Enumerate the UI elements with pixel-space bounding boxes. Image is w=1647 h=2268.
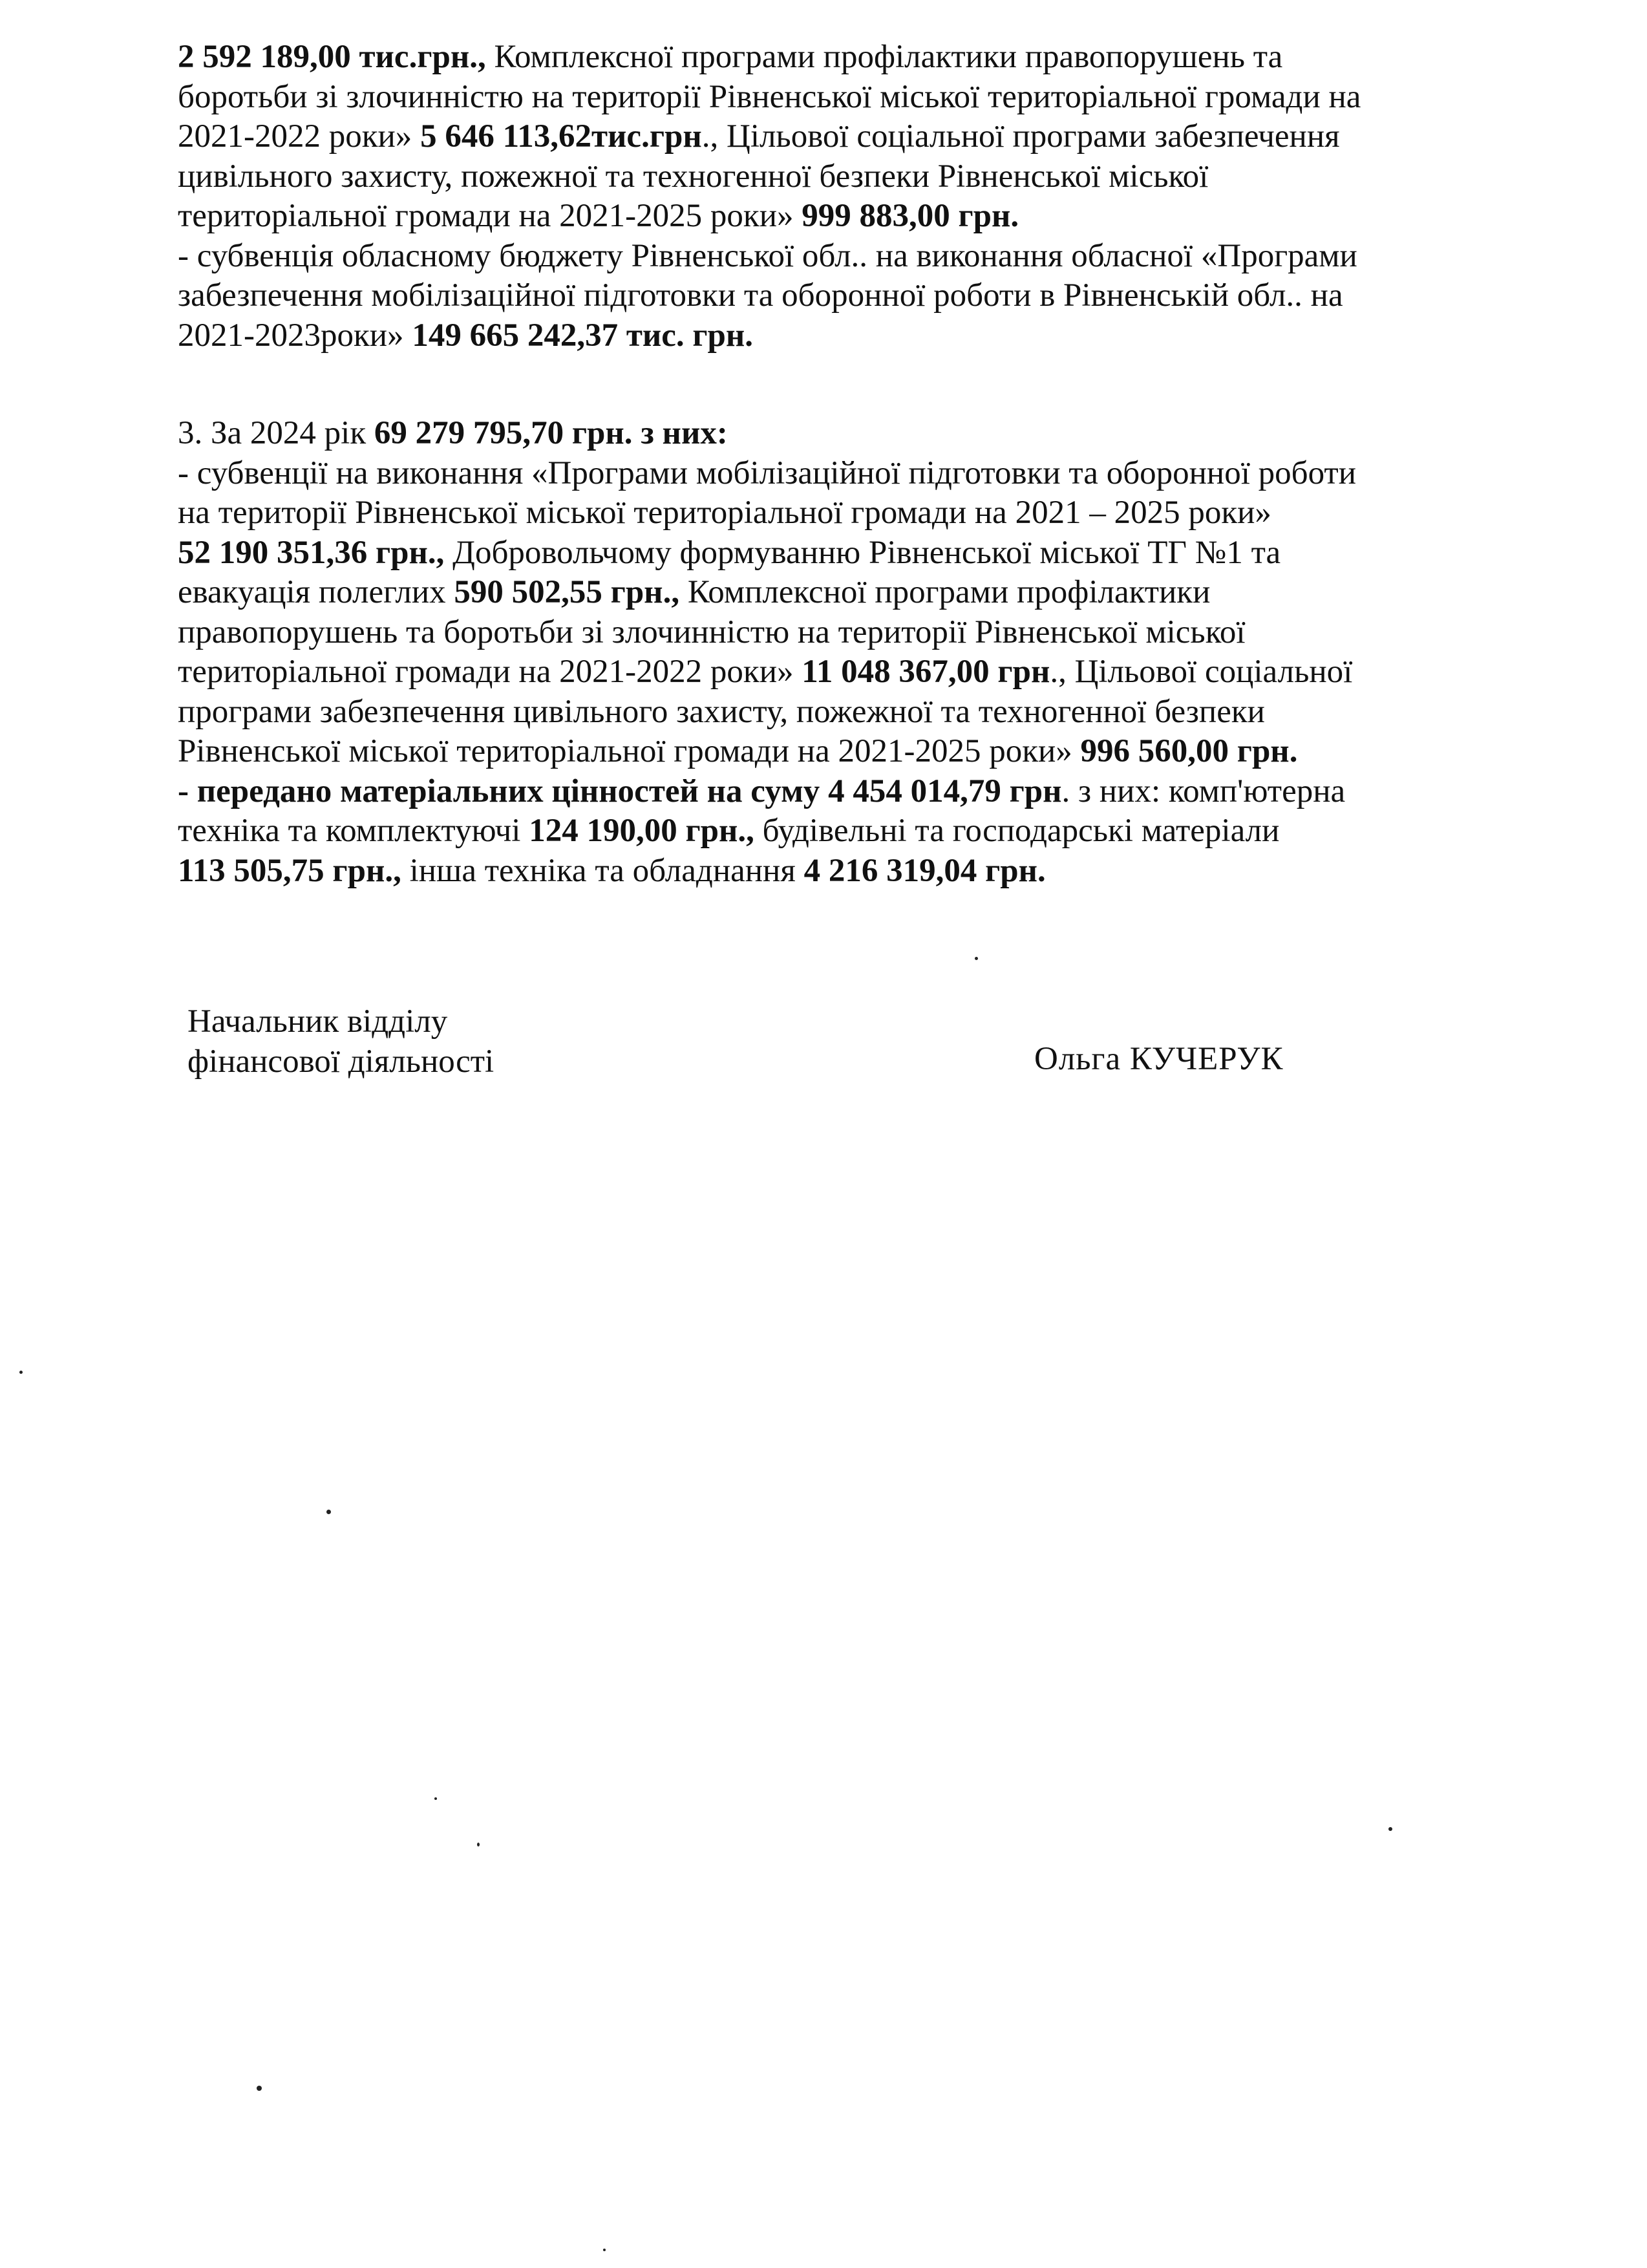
text-line: [178, 454, 1548, 494]
text-line: [178, 117, 1548, 157]
amount: 996 560,00 грн.: [1080, 733, 1298, 769]
signatory-name: Ольга КУЧЕРУК: [1034, 1041, 1284, 1077]
text-line: [178, 652, 1548, 692]
text-fragment: . з них: комп'ютерна: [1061, 773, 1346, 809]
amount: 4 216 319,04 грн.: [803, 852, 1046, 889]
amount: 52 190 351,36 грн.,: [178, 534, 445, 571]
text-line: [178, 276, 1548, 316]
text-fragment: 3. За 2024 рік: [178, 415, 374, 451]
text-fragment: - передано матеріальних цінностей на суму: [178, 773, 829, 809]
text-line: [178, 732, 1548, 772]
scan-speck: [19, 1371, 23, 1374]
text-line: [178, 573, 1548, 613]
amount: 2 592 189,00 тис.грн.,: [178, 39, 486, 75]
text-fragment: цивільного захисту, пожежної та техногенної безпеки Рівненської міської: [178, 158, 1209, 195]
text-fragment: Добровольчому формуванню Рівненської міської ТГ №1 та: [444, 534, 1281, 571]
text-fragment: інша техніка та обладнання: [401, 852, 804, 889]
text-line: [178, 316, 1548, 356]
text-line: [178, 37, 1548, 78]
text-fragment: програми забезпечення цивільного захисту, пожежної та техногенної безпеки: [178, 693, 1265, 730]
section-2024: [178, 414, 1548, 891]
text-line: [178, 811, 1548, 851]
amount: 69 279 795,70 грн.: [374, 415, 633, 451]
amount: 590 502,55 грн.,: [454, 574, 680, 610]
scan-speck: [477, 1843, 480, 1846]
position-line: Начальник відділу: [187, 1003, 448, 1040]
amount: 999 883,00 грн.: [793, 198, 1019, 234]
scan-speck: [1388, 1827, 1392, 1831]
text-line: [178, 237, 1548, 277]
text-fragment: боротьби зі злочинністю на території Рівненської міської територіальної громади на: [178, 78, 1361, 115]
text-line: [178, 157, 1548, 197]
amount: 149 665 242,37 тис. грн.: [403, 317, 754, 354]
text-line: [178, 692, 1548, 733]
scan-speck: [257, 2086, 262, 2091]
text-line: [178, 197, 1548, 237]
scan-speck: [326, 1510, 331, 1514]
text-line: [178, 493, 1548, 533]
text-line: [178, 772, 1548, 812]
text-fragment: будівельні та господарські матеріали: [754, 813, 1280, 849]
text-fragment: ., Цільової соціальної: [1050, 654, 1353, 690]
text-fragment: - субвенція обласному бюджету Рівненської обл.. на виконання обласної «Програми: [178, 237, 1357, 274]
text-fragment: правопорушень та боротьби зі злочинністю на території Рівненської міської: [178, 614, 1246, 650]
amount: 113 505,75 грн.,: [178, 852, 401, 889]
amount: 5 646 113,62тис.грн: [412, 118, 702, 155]
text-fragment: - субвенції на виконання «Програми мобілізаційної підготовки та оборонної роботи: [178, 455, 1357, 491]
text-fragment: на території Рівненської міської територіальної громади на 2021 – 2025 роки»: [178, 495, 1271, 531]
text-fragment: ., Цільової соціальної програми забезпечення: [701, 118, 1340, 155]
scan-speck: [434, 1797, 437, 1800]
text-line: [178, 78, 1548, 118]
text-fragment: техніка та комплектуючі: [178, 813, 529, 849]
position-line: фінансової діяльності: [187, 1043, 494, 1080]
amount: 11 048 367,00 грн: [802, 654, 1050, 690]
scan-speck: [975, 957, 978, 960]
text-fragment: з них:: [632, 415, 728, 451]
signatory-position: [187, 1002, 494, 1082]
text-fragment: Комплексної програми профілактики: [679, 574, 1211, 610]
text-fragment: Комплексної програми профілактики правопорушень та: [485, 39, 1283, 75]
section-heading: [178, 414, 1548, 454]
text-fragment: територіальної громади на 2021-2022 роки»: [178, 654, 802, 690]
amount: 4 454 014,79 грн: [828, 773, 1062, 809]
text-fragment: 2021-2023роки»: [178, 317, 404, 354]
text-line: [178, 533, 1548, 573]
scan-speck: [603, 2249, 606, 2251]
paragraph-continued: [178, 37, 1548, 356]
text-fragment: територіальної громади на 2021-2025 роки»: [178, 198, 794, 234]
text-fragment: евакуація полеглих: [178, 574, 454, 610]
text-fragment: Рівненської міської територіальної громади на 2021-2025 роки»: [178, 733, 1081, 769]
text-fragment: забезпечення мобілізаційної підготовки та оборонної роботи в Рівненській обл.. на: [178, 277, 1343, 314]
text-line: [178, 851, 1548, 892]
amount: 124 190,00 грн.,: [529, 813, 754, 849]
text-fragment: 2021-2022 роки»: [178, 118, 412, 155]
text-line: [178, 613, 1548, 653]
